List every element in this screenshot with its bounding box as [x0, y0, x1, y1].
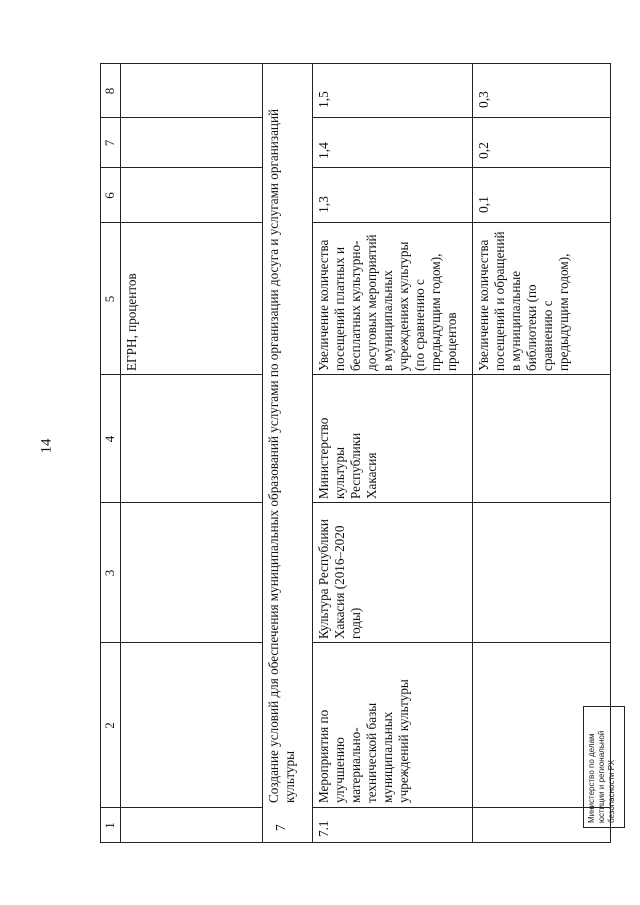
text-line: в муниципальных — [380, 270, 395, 371]
header-col-4: 4 — [102, 435, 117, 443]
header-col-8: 8 — [102, 87, 117, 95]
text-line: предыдущим годом), — [556, 253, 571, 371]
stamp-line: безопасности РХ — [607, 759, 616, 823]
text-line: бесплатных культурно- — [348, 240, 363, 371]
page-number: 14 — [38, 438, 55, 454]
header-col-7: 7 — [102, 139, 117, 147]
row-71-value-2018: 1,3 — [316, 196, 331, 213]
text-line: учреждений культуры — [396, 679, 411, 803]
row-71-program — [316, 519, 364, 639]
text-line: Хакасия (2016–2020 — [332, 525, 347, 639]
col-border — [100, 222, 262, 223]
document-table — [100, 63, 610, 843]
text-line: (по сравнению с — [412, 279, 427, 371]
row-divider — [472, 63, 473, 843]
text-line: библиотеки (по — [524, 284, 539, 371]
header-col-1: 1 — [102, 822, 117, 829]
text-line: в муниципальные — [508, 270, 523, 371]
text-line: предыдущим годом), — [428, 253, 443, 371]
text-line: Хакасия — [364, 452, 379, 499]
header-col-3: 3 — [102, 569, 117, 577]
col-border — [100, 502, 262, 503]
row-divider — [312, 63, 313, 843]
section-number: 7 — [273, 824, 288, 831]
text-line: посещений и обращений — [492, 231, 507, 371]
text-line: Мероприятия по — [316, 709, 331, 803]
row-72-indicator — [476, 231, 572, 371]
row-71-indicator — [316, 234, 460, 371]
col-border — [100, 374, 262, 375]
col-border — [312, 502, 610, 503]
text-line: годы) — [348, 607, 363, 639]
header-col-5: 5 — [102, 295, 117, 303]
text-line: процентов — [444, 312, 459, 371]
row-72-value-2020: 0,3 — [476, 91, 491, 108]
header-col-2: 2 — [102, 722, 117, 729]
text-line: материально- — [348, 727, 363, 803]
stamp-line: юстиции и региональной — [597, 730, 606, 823]
text-line: Культура Республики — [316, 519, 331, 639]
ministry-stamp — [583, 706, 625, 828]
table-border-top — [100, 63, 101, 843]
text-line: муниципальных — [380, 711, 395, 803]
stamp-line: Министерство по делам — [587, 733, 596, 823]
col-border — [100, 117, 262, 118]
col-border — [100, 807, 262, 808]
row-72-value-2019: 0,2 — [476, 142, 491, 159]
col-border — [312, 222, 610, 223]
col-border — [100, 642, 262, 643]
row-72-value-2018: 0,1 — [476, 196, 491, 213]
text-line: учреждениях культуры — [396, 241, 411, 371]
col-border — [312, 117, 610, 118]
col-border — [100, 167, 262, 168]
text-line: Министерство — [316, 417, 331, 499]
text-line: технической базы — [364, 702, 379, 803]
text-line: культуры — [332, 447, 347, 499]
col-border — [100, 63, 610, 64]
col-border — [312, 642, 610, 643]
text-line: посещений платных и — [332, 246, 347, 371]
header-divider — [120, 63, 121, 843]
row-71-value-2019: 1,4 — [316, 142, 331, 159]
col-border — [312, 374, 610, 375]
row-number: 7.1 — [316, 820, 331, 837]
row-71-value-2020: 1,5 — [316, 91, 331, 108]
row-71-measure — [316, 679, 412, 803]
text-line: Увеличение количества — [476, 239, 491, 371]
text-line: досуговых мероприятий — [364, 234, 379, 371]
col-border — [312, 167, 610, 168]
section-title-line1: Создание условий для обеспечения муниципальных образований услугами по организации досуга и услугами организаций — [266, 108, 281, 803]
prev-row-unit: ЕГРН, процентов — [124, 273, 139, 371]
row-71-executor — [316, 418, 380, 499]
text-line: Увеличение количества — [316, 239, 331, 371]
col-border — [312, 807, 610, 808]
col-border — [100, 842, 610, 843]
section-title-line2: культуры — [282, 751, 297, 803]
row-divider — [262, 63, 263, 843]
text-line: улучшению — [332, 737, 347, 803]
header-col-6: 6 — [102, 192, 117, 199]
text-line: Республики — [348, 432, 363, 499]
text-line: сравнению с — [540, 300, 555, 371]
